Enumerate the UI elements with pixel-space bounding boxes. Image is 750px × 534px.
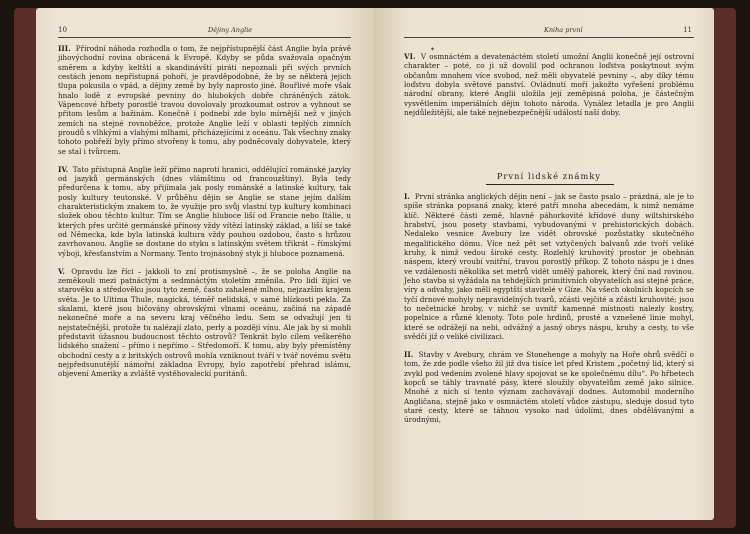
left-running-head: Dějiny Anglie (208, 26, 253, 34)
paragraph-text: Tato přístupná Anglie leží přímo naproti hranici, oddělující románské jazyky od jazyků germánských (dnes vlámštinu od francouzštiny). Byla tedy předurčena k tomu, aby přijímala jak posly románské a latinské kultury, tak posly kultury teutonské. V průběhu dějin se Anglie se stane jejím dalším charakteristickým znakem to, že využije pro svůj vlastní typ kultury kombinaci složek obou těchto kultur. Tím se Anglie hluboce liší od Francie nebo Itálie, u kterých přes určité germánské přínosy vždy vítězí latinský základ, a liší se také od Německa, kde byla latinská kultura vždy pouhou ozdobou, často s hrůzou zavrhovanou. Anglie se dostane do styku s latinským světem třikrát – římskými výboji, křesťanstvím a Normany. Tento trojnásobný styk ji hluboce poznamená. (58, 164, 351, 258)
right-page-number: 11 (683, 26, 692, 34)
paragraph-text: V osmnáctém a devatenáctém století umožní Anglii konečně její ostrovní charakter – poté, co ji už dovolil pod ochranou loďstva poskytnout svým občanům mnohem více svobod, než měli obyvatelé pevniny –, aby díky tému loďstvu dobyla světové panství. Ovládnutí moří jakožto vyřešení problému národní obrany, které Anglii uložila její zeměpisná poloha, je částečným vysvětlením imperiálních dějin tohoto národa. Vynález letadla je pro Anglii nejdůležitější, ale také nejnebezpečnější událostí naší doby. (404, 52, 694, 118)
section-title-underline (486, 184, 614, 185)
paragraph-text: Stavby v Avebury, chrám ve Stonehenge a mohyly na Hoře ohrů svědčí o tom, že zde podle všeho žil již dva tisíce let před Kristem „početný lid, který si zvykl pod vedením zvolené hlavy spojovat se ke společnému dílu“. Po hřbetech kopců se táhly travnaté pásy, které sloužily obyvatelům země jako silnice. Mnohé z nich si tento význam zachovávají dodnes. Automobil moderního Angličana, stejně jako v osmnáctém století vůdce zástupu, sleduje dosud tyto staré cesty, které se táhnou vysoko nad údolími, dnes obdělávanými a úrodnými, (404, 350, 694, 425)
paragraph-number: VI. (404, 52, 419, 61)
paragraph-number: I. (404, 192, 413, 201)
right-header-rule (404, 37, 694, 38)
left-header-rule (58, 37, 351, 38)
paragraph-iii (58, 44, 351, 156)
paragraph-i (404, 192, 694, 342)
paragraph-ii (404, 350, 694, 425)
paragraph-v (58, 267, 351, 379)
paragraph-number: III. (58, 44, 74, 53)
paragraph-number: IV. (58, 164, 71, 174)
left-page-header (58, 26, 348, 35)
ornament-icon: ✦ (430, 46, 436, 53)
left-page-number: 10 (58, 26, 67, 34)
right-page (374, 8, 714, 520)
paragraph-vi (404, 52, 694, 117)
left-page (36, 8, 379, 520)
right-running-head: Kniha první (544, 26, 583, 34)
section-title: První lidské známky (496, 171, 602, 181)
left-page-body (58, 44, 351, 387)
right-page-header (404, 26, 692, 35)
paragraph-number: V. (58, 266, 70, 276)
paragraph-text: Přírodní náhoda rozhodla o tom, že nejpřístupnější část Anglie byla právě jihovýchodní rovina obrácená k Evropě. Kdyby se půda svažovala opačným směrem a kdyby keltští a skandinávští piráti nepoznali při svých prvních cestách jenom nepřístupná pohoří, je pravděpodobné, že by se některá jejich tlupa pokusila o vpád, a dějiny země by byly naprosto jiné. Bouřlivé moře však hnalo lodě z evropské pevniny do hlubokých dobře chráněných zátok. Vápencové hřbety porostlé travou dovolovaly prozkoumat ostrov a vyhnout se přitom lesům a bažinám. Konečně i podnebí zde bylo mírnější než v jiných zemích na stejné rovnoběžce, protože Anglie leží v oblasti teplých zimních proudů s vlhkými a vlahými mlhami, přicházejícími z oceánu. Tak všechny znaky tohoto pobřeží byly přímo stvořeny k tomu, aby podněcovaly dobyvatele, který se stal i tvůrcem. (58, 44, 352, 156)
paragraph-number: II. (404, 350, 417, 359)
paragraph-iv (58, 165, 351, 258)
right-page-body-top (404, 52, 694, 126)
right-page-body-bottom (404, 192, 694, 433)
paragraph-text: Opravdu lze říci – jakkoli to zní protismyslně –, že se poloha Anglie na zeměkouli mezi patnáctým a sedmnáctým stoletím změnila. Pro lidi žijící ve starověku a středověku jsou tyto země, často zahalené mlhou, nejzazším krajem světa. Je to Ultima Thule, magická, téměř nelidská, v samé blízkosti pekla. Za skalami, které jsou bičovány obrovskými vlnami oceánu, začíná na západě nekonečné moře a na severu kraj věčného ledu. Sem se odvažují jen ti nejstatečnější, protože tu nalézají zlato, perly a později vínu. Ale jak by si mohli představit úžasnou budoucnost těchto ostrovů? Tenkrát bylo cílem veškerého lidského snažení – přímo i nepřímo – Středomoří. K tomu, aby byly přemístěny obchodní cesty a z britských ostrovů mohla vzniknout tváří v tvář novému světu nejpředsunutější námořní základna Evropy, bylo zapotřebí přehrad islámu, objevení Ameriky a zvláště vystěhovaleckí puritánů. (58, 266, 351, 379)
paragraph-text: První stránka anglických dějin není – jak se často psalo – prázdná, ale je to spíše stránka popsaná znaky, které patří mnoha abecedám, k nimž nemáme klíč. Některé části země, hlavně páhorkovité křídové duny wiltshirského hrabství, jsou posety stavbami, vybudovanými v prehistorických dobách. Nedaleko vesnice Avebury lze vidět obrovské pozůstatky skutečného megalitického dómu. Více než pět set vztyčených balvanů zde tvoří veliké kruhy, k nimž vedou široké cesty. Rozlehlý kruhovitý prostor je obehnán náspem, který vroubí vnitřní, travou porostlý příkop. Z tohoto náspu je i dnes ve vzdálenosti několika set metrů vidět umělý pahorek, který ční nad rovinou. Jeho stavba si vyžádala na tehdejších primitivních obyvatelích asi stejné práce, víry a odvahy, jako měli egyptští stavitelé v Gíze. Na všech okolních kopcích se tyčí drnové mohyly nepravidelných tvarů, zčásti vejčité a zčásti kruhovité; jsou to nečetnické hroby, v nichž se uvnitř kamenné místnosti nalezly kostry, popelnice a různé klenoty. Toto pole hrdinů, prosté a vznešené linie mohyl, které se odrážejí na nebi, odvážný a jasný obrys náspu, kruhy a cesty, to vše svědčí již o veliké civilizaci. (404, 192, 695, 342)
